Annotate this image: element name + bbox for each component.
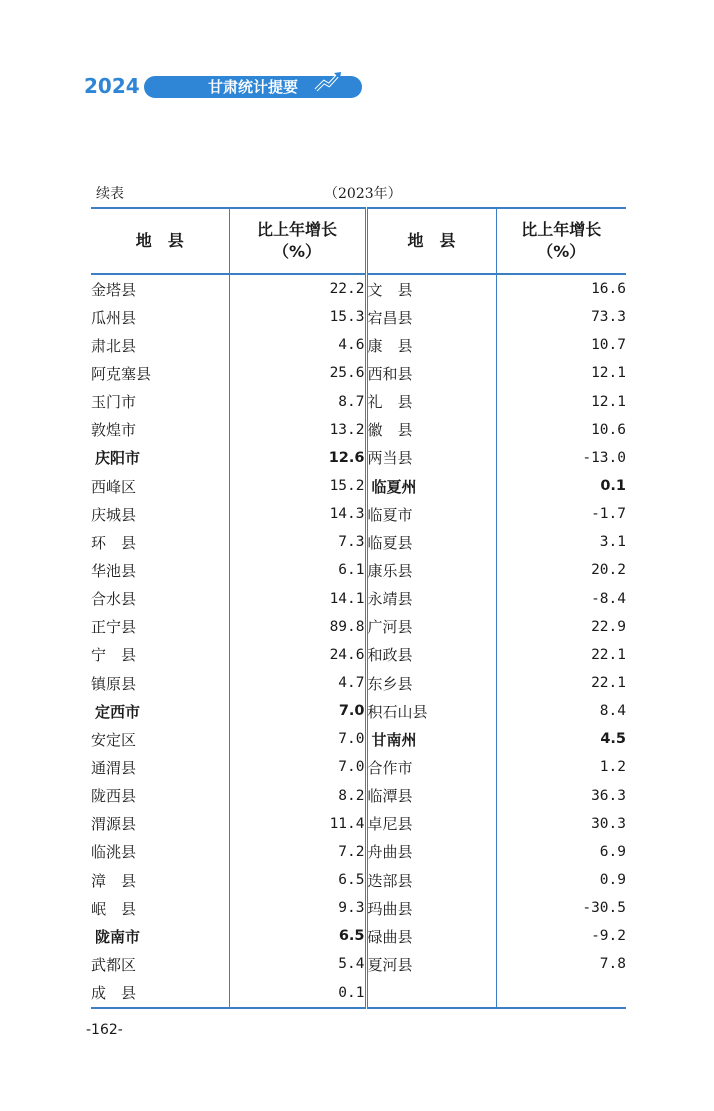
growth-value-right: 22.1 [496, 669, 626, 697]
growth-value-left: 4.7 [229, 669, 366, 697]
header-region-right: 地 县 [366, 208, 496, 274]
table-row [91, 613, 626, 641]
region-name-left: 合水县 [91, 590, 137, 609]
region-name-left: 通渭县 [91, 758, 137, 777]
header-growth-left [229, 208, 366, 274]
region-name-left: 金塔县 [91, 280, 137, 299]
growth-value-left: 12.6 [229, 444, 366, 472]
table-header-row [91, 208, 626, 274]
region-name-right: 甘南州 [366, 725, 496, 753]
region-name-left: 渭源县 [91, 815, 137, 834]
table-row [91, 472, 626, 500]
region-name-left: 庆城县 [91, 505, 137, 524]
region-name-left: 庆阳市 [95, 449, 141, 468]
growth-value-right: 8.4 [496, 697, 626, 725]
table-row [91, 782, 626, 810]
table-row [91, 500, 626, 528]
growth-value-left: 15.2 [229, 472, 366, 500]
growth-value-left: 7.0 [229, 697, 366, 725]
region-name-left: 阿克塞县 [91, 364, 152, 383]
header-growth-line2: （%） [537, 242, 586, 261]
table-row [91, 838, 626, 866]
growth-value-right: 16.6 [496, 274, 626, 303]
region-name-left: 镇原县 [91, 674, 137, 693]
growth-value-left: 8.2 [229, 782, 366, 810]
table-row [91, 359, 626, 387]
continued-label: 续表 [96, 186, 124, 202]
growth-value-right: 22.9 [496, 613, 626, 641]
table-row [91, 922, 626, 950]
header-growth-line1: 比上年增长 [521, 220, 602, 239]
table-row [91, 979, 626, 1008]
region-name-right: 卓尼县 [366, 810, 496, 838]
region-name-left: 漳 县 [91, 871, 137, 890]
growth-value-left: 8.7 [229, 388, 366, 416]
growth-value-left: 14.3 [229, 500, 366, 528]
growth-value-right: 10.7 [496, 331, 626, 359]
growth-value-left: 6.5 [229, 922, 366, 950]
growth-value-right: -13.0 [496, 444, 626, 472]
table-row [91, 444, 626, 472]
growth-value-left: 6.5 [229, 866, 366, 894]
region-name-right: 徽 县 [366, 416, 496, 444]
growth-value-right: 0.9 [496, 866, 626, 894]
growth-value-left: 22.2 [229, 274, 366, 303]
growth-value-left: 9.3 [229, 894, 366, 922]
growth-value-right: -1.7 [496, 500, 626, 528]
growth-value-right: 0.1 [496, 472, 626, 500]
growth-chart-icon [314, 70, 342, 98]
page-number: -162- [86, 1022, 123, 1038]
table-row [91, 753, 626, 781]
growth-value-right: 73.3 [496, 303, 626, 331]
region-name-left: 华池县 [91, 561, 137, 580]
region-name-left: 瓜州县 [91, 308, 137, 327]
growth-value-left: 7.2 [229, 838, 366, 866]
region-name-right: 两当县 [366, 444, 496, 472]
growth-value-left: 15.3 [229, 303, 366, 331]
table-row [91, 388, 626, 416]
header-growth-line2: （%） [272, 242, 322, 261]
header-growth-right [496, 208, 626, 274]
growth-value-left: 89.8 [229, 613, 366, 641]
region-name-right [366, 979, 496, 1008]
growth-value-right: -9.2 [496, 922, 626, 950]
header-year: 2024 [84, 74, 140, 98]
growth-value-right: 10.6 [496, 416, 626, 444]
table-row [91, 416, 626, 444]
region-name-right: 临夏市 [366, 500, 496, 528]
header-growth-line1: 比上年增长 [256, 220, 337, 239]
region-name-right: 西和县 [366, 359, 496, 387]
table-row [91, 725, 626, 753]
region-name-right: 临潭县 [366, 782, 496, 810]
region-name-right: 广河县 [366, 613, 496, 641]
region-name-left: 岷 县 [91, 899, 137, 918]
header-title: 甘肃统计提要 [144, 76, 362, 98]
growth-value-right: 4.5 [496, 725, 626, 753]
region-name-left: 环 县 [91, 533, 137, 552]
growth-value-left: 25.6 [229, 359, 366, 387]
region-name-right: 宕昌县 [366, 303, 496, 331]
region-name-right: 夏河县 [366, 950, 496, 978]
region-name-right: 临夏县 [366, 528, 496, 556]
region-name-left: 临洮县 [91, 843, 137, 862]
growth-value-right: 20.2 [496, 556, 626, 584]
region-name-right: 东乡县 [366, 669, 496, 697]
region-name-left: 玉门市 [91, 393, 137, 412]
table-row [91, 697, 626, 725]
growth-value-right: 36.3 [496, 782, 626, 810]
region-name-right: 和政县 [366, 641, 496, 669]
table-row [91, 641, 626, 669]
growth-value-left: 4.6 [229, 331, 366, 359]
growth-value-left: 7.0 [229, 753, 366, 781]
table-row [91, 585, 626, 613]
growth-value-left: 24.6 [229, 641, 366, 669]
region-name-left: 陇南市 [95, 927, 141, 946]
region-name-left: 武都区 [91, 955, 137, 974]
region-name-left: 肃北县 [91, 336, 137, 355]
region-name-right: 舟曲县 [366, 838, 496, 866]
region-name-left: 敦煌市 [91, 421, 137, 440]
growth-value-left: 11.4 [229, 810, 366, 838]
region-name-right: 玛曲县 [366, 894, 496, 922]
table-row [91, 669, 626, 697]
growth-value-left: 14.1 [229, 585, 366, 613]
growth-value-right: 12.1 [496, 388, 626, 416]
growth-value-left: 0.1 [229, 979, 366, 1008]
growth-value-right [496, 979, 626, 1008]
table-row [91, 810, 626, 838]
growth-value-right: 7.8 [496, 950, 626, 978]
table-row [91, 556, 626, 584]
region-name-right: 合作市 [366, 753, 496, 781]
growth-value-right: -30.5 [496, 894, 626, 922]
growth-value-right: 22.1 [496, 641, 626, 669]
table-row [91, 950, 626, 978]
growth-value-right: 1.2 [496, 753, 626, 781]
region-name-right: 积石山县 [366, 697, 496, 725]
unit-label: （2023年） [324, 186, 402, 202]
region-name-right: 康 县 [366, 331, 496, 359]
growth-value-right: 12.1 [496, 359, 626, 387]
table-row [91, 303, 626, 331]
header-region-left: 地 县 [91, 208, 229, 274]
region-name-right: 文 县 [366, 274, 496, 303]
region-name-left: 成 县 [91, 984, 137, 1003]
region-name-right: 临夏州 [366, 472, 496, 500]
table-row [91, 866, 626, 894]
region-name-right: 康乐县 [366, 556, 496, 584]
growth-value-left: 7.0 [229, 725, 366, 753]
growth-table [91, 207, 626, 1009]
region-name-right: 永靖县 [366, 585, 496, 613]
growth-value-right: 6.9 [496, 838, 626, 866]
region-name-left: 陇西县 [91, 787, 137, 806]
region-name-right: 礼 县 [366, 388, 496, 416]
region-name-left: 安定区 [91, 730, 137, 749]
table-row [91, 331, 626, 359]
growth-value-left: 6.1 [229, 556, 366, 584]
region-name-left: 定西市 [95, 702, 141, 721]
region-name-left: 宁 县 [91, 646, 137, 665]
table-row [91, 894, 626, 922]
region-name-left: 西峰区 [91, 477, 137, 496]
region-name-right: 碌曲县 [366, 922, 496, 950]
table-body [91, 274, 626, 1008]
table-row [91, 274, 626, 303]
growth-value-left: 13.2 [229, 416, 366, 444]
table-row [91, 528, 626, 556]
page-header [84, 70, 384, 102]
growth-value-right: 30.3 [496, 810, 626, 838]
growth-value-right: 3.1 [496, 528, 626, 556]
growth-value-left: 7.3 [229, 528, 366, 556]
growth-value-left: 5.4 [229, 950, 366, 978]
region-name-right: 迭部县 [366, 866, 496, 894]
region-name-left: 正宁县 [91, 618, 137, 637]
growth-value-right: -8.4 [496, 585, 626, 613]
